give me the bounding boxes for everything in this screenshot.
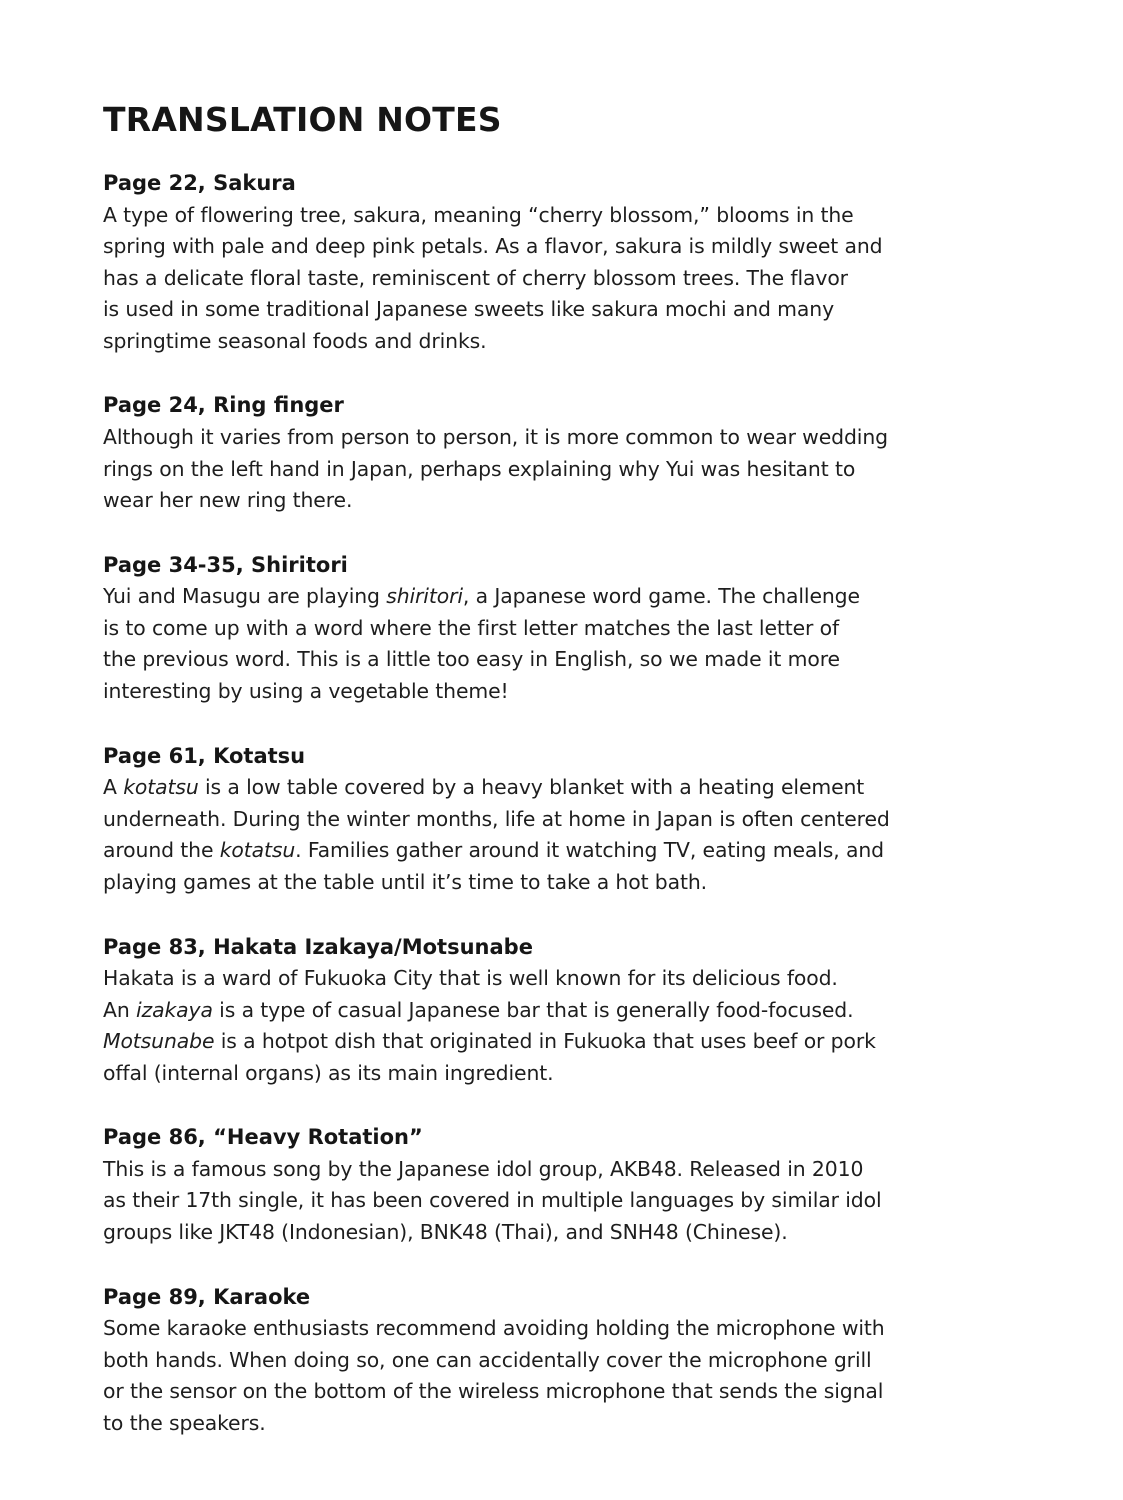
- note-body-line: or the sensor on the bottom of the wireless microphone that sends the signal: [103, 1379, 884, 1404]
- note-body: [103, 1154, 1043, 1249]
- note-body-line: [103, 772, 1043, 804]
- note-text-segment: around the: [103, 838, 220, 863]
- translation-note: [103, 1122, 1043, 1248]
- note-heading: Page 61, Kotatsu: [103, 743, 306, 768]
- note-body-line: [103, 1026, 1043, 1058]
- note-body: [103, 581, 1043, 707]
- translation-note: [103, 168, 1043, 357]
- note-body-line: interesting by using a vegetable theme!: [103, 679, 509, 704]
- note-body-line: as their 17th single, it has been covered in multiple languages by similar idol: [103, 1188, 882, 1213]
- note-body-line: playing games at the table until it’s time to take a hot bath.: [103, 869, 708, 894]
- italic-term: kotatsu: [219, 838, 296, 863]
- note-body-line: rings on the left hand in Japan, perhaps explaining why Yui was hesitant to: [103, 456, 856, 481]
- note-heading: Page 22, Sakura: [103, 171, 296, 195]
- note-body-line: has a delicate floral taste, reminiscent of cherry blossom trees. The flavor: [103, 265, 848, 290]
- italic-term: Motsunabe: [103, 1029, 215, 1054]
- italic-term: kotatsu: [123, 775, 199, 800]
- note-heading: Page 24, Ring finger: [103, 393, 344, 418]
- note-text-segment: is a low table covered by a heavy blanket with a heating element: [198, 775, 865, 800]
- translation-note: [103, 741, 1043, 899]
- note-body: [103, 200, 1043, 358]
- translation-notes-page: [103, 98, 1043, 1473]
- note-body-line: underneath. During the winter months, life at home in Japan is often centered: [103, 806, 890, 831]
- note-body-line: [103, 995, 1043, 1027]
- note-text-segment: An: [103, 997, 136, 1022]
- note-body-line: wear her new ring there.: [103, 488, 353, 513]
- note-body-line: Some karaoke enthusiasts recommend avoiding holding the microphone with: [103, 1316, 885, 1341]
- note-body-line: offal (internal organs) as its main ingredient.: [103, 1060, 554, 1085]
- note-text-segment: A: [103, 775, 124, 800]
- note-heading: Page 83, Hakata Izakaya/Motsunabe: [103, 934, 533, 959]
- note-body: [103, 963, 1043, 1089]
- note-body-line: Hakata is a ward of Fukuoka City that is well known for its delicious food.: [103, 966, 838, 990]
- note-body-line: [103, 581, 1043, 613]
- translation-note: [103, 390, 1043, 516]
- page-title: TRANSLATION NOTES: [103, 100, 502, 139]
- note-body-line: Although it varies from person to person, it is more common to wear wedding: [103, 424, 888, 449]
- note-text-segment: , a Japanese word game. The challenge: [462, 584, 860, 609]
- note-body-line: groups like JKT48 (Indonesian), BNK48 (Thai), and SNH48 (Chinese).: [103, 1220, 788, 1245]
- translation-note: [103, 550, 1043, 708]
- note-text-segment: . Families gather around it watching TV, eating meals, and: [295, 838, 884, 863]
- note-body-line: the previous word. This is a little too easy in English, so we made it more: [103, 647, 840, 672]
- italic-term: izakaya: [135, 997, 213, 1022]
- note-body-line: both hands. When doing so, one can accidentally cover the microphone grill: [103, 1347, 872, 1372]
- note-heading: Page 89, Karaoke: [103, 1284, 311, 1309]
- translation-note: [103, 1282, 1043, 1440]
- note-body-line: springtime seasonal foods and drinks.: [103, 328, 487, 353]
- note-body: [103, 1313, 1043, 1439]
- note-body: [103, 772, 1043, 898]
- note-text-segment: is a hotpot dish that originated in Fukuoka that uses beef or pork: [214, 1029, 876, 1054]
- italic-term: shiritori: [386, 584, 463, 609]
- note-body-line: spring with pale and deep pink petals. As a flavor, sakura is mildly sweet and: [103, 234, 883, 259]
- notes-list: [103, 168, 1043, 1440]
- note-body-line: is to come up with a word where the first letter matches the last letter of: [103, 615, 840, 640]
- translation-note: [103, 932, 1043, 1090]
- note-text-segment: Yui and Masugu are playing: [103, 584, 387, 609]
- note-body-line: to the speakers.: [103, 1410, 266, 1435]
- note-body-line: This is a famous song by the Japanese idol group, AKB48. Released in 2010: [103, 1156, 864, 1181]
- note-body: [103, 422, 1043, 517]
- note-heading: Page 34-35, Shiritori: [103, 552, 348, 577]
- note-heading: Page 86, “Heavy Rotation”: [103, 1125, 423, 1150]
- note-body-line: is used in some traditional Japanese sweets like sakura mochi and many: [103, 297, 835, 322]
- note-body-line: [103, 835, 1043, 867]
- note-text-segment: is a type of casual Japanese bar that is generally food-focused.: [212, 997, 854, 1022]
- note-body-line: A type of flowering tree, sakura, meaning “cherry blossom,” blooms in the: [103, 202, 854, 227]
